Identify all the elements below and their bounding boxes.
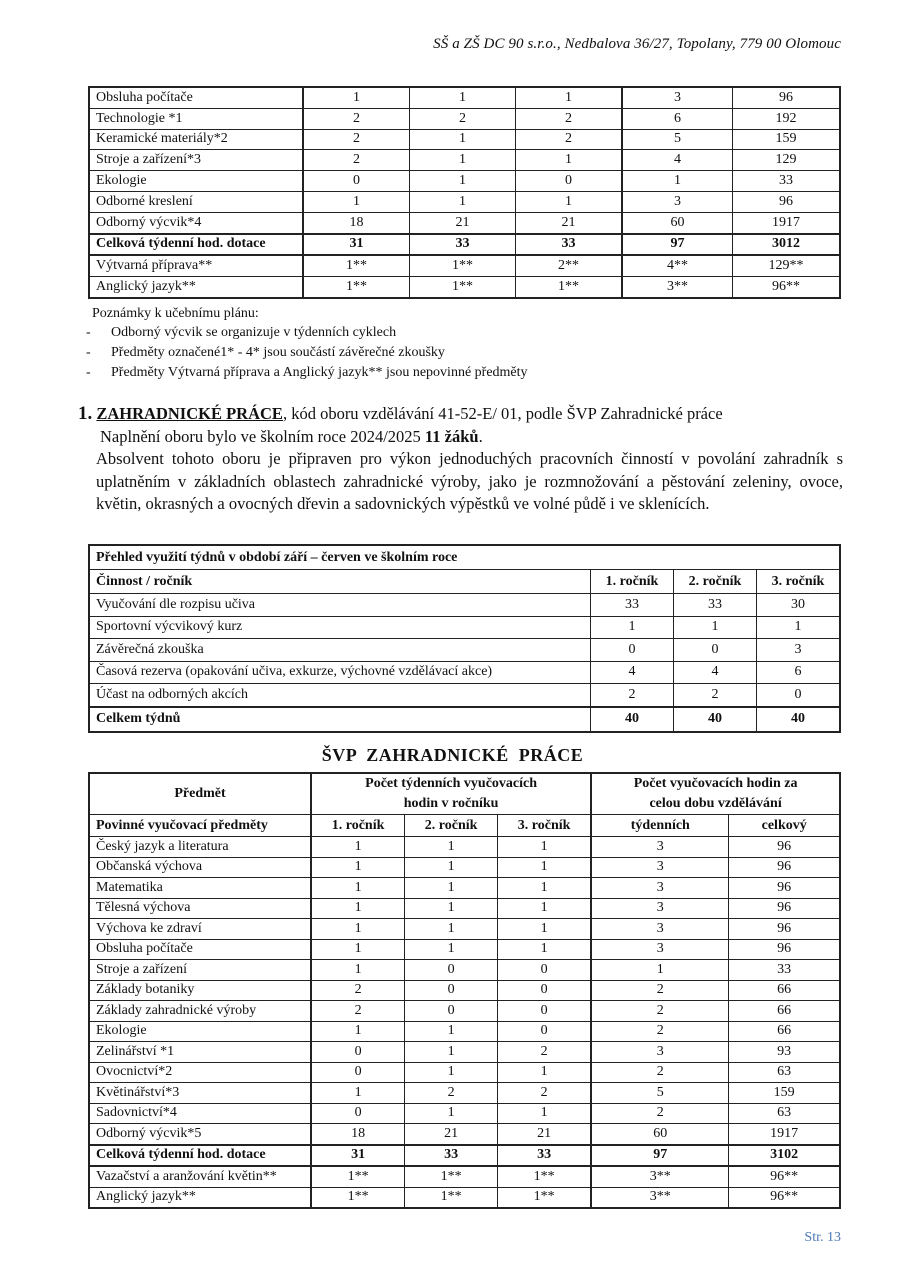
row-label: Tělesná výchova	[89, 898, 311, 919]
table-row	[89, 939, 840, 960]
row-label: Celkem týdnů	[89, 707, 591, 732]
table-row	[89, 980, 840, 1001]
cell-value: 1	[410, 171, 516, 192]
cell-value: 129	[733, 150, 841, 171]
section-name: ZAHRADNICKÉ PRÁCE	[96, 404, 283, 423]
table-row	[89, 661, 840, 684]
row-label: Ekologie	[89, 171, 303, 192]
row-label: Výtvarná příprava**	[89, 255, 303, 276]
cell-value: 2	[516, 108, 623, 129]
cell-value: 33	[410, 234, 516, 256]
cell-value: 33	[591, 594, 674, 617]
cell-value: 66	[729, 1001, 840, 1022]
cell-value: 2	[591, 684, 674, 707]
cell-value: 2	[674, 684, 757, 707]
cell-value: celkový	[729, 815, 840, 837]
cell-value: 6	[622, 108, 733, 129]
cell-value: 3	[591, 878, 729, 899]
cell-value: 1. ročník	[311, 815, 405, 837]
header-weekly-hours: Počet týdenních vyučovacích hodin v ročníku	[311, 773, 591, 815]
cell-value: 18	[303, 212, 410, 233]
table-caption: Přehled využití týdnů v období září – červen ve školním roce	[89, 545, 840, 570]
row-label: Zelinářství *1	[89, 1042, 311, 1063]
cell-value: 1**	[498, 1187, 592, 1208]
table-row	[89, 1062, 840, 1083]
cell-value: 2	[591, 980, 729, 1001]
cell-value: 1	[405, 1021, 498, 1042]
cell-value: 5	[622, 129, 733, 150]
cell-value: 1	[516, 87, 623, 108]
table-row	[89, 878, 840, 899]
cell-value: 1	[498, 898, 592, 919]
cell-value: 2	[410, 108, 516, 129]
curriculum-notes	[88, 304, 528, 383]
cell-value: 66	[729, 980, 840, 1001]
cell-value: 1	[410, 87, 516, 108]
cell-value: 1	[405, 1103, 498, 1124]
cell-value: 63	[729, 1103, 840, 1124]
cell-value: 3	[591, 939, 729, 960]
cell-value: 96**	[729, 1166, 840, 1187]
table-row	[89, 212, 840, 233]
cell-value: 3**	[591, 1187, 729, 1208]
table-row	[89, 1042, 840, 1063]
cell-value: 4	[622, 150, 733, 171]
cell-value: 1	[311, 898, 405, 919]
cell-value: 2	[498, 1083, 592, 1104]
cell-value: 30	[757, 594, 841, 617]
cell-value: 1	[303, 87, 410, 108]
cell-value: 93	[729, 1042, 840, 1063]
cell-value: 0	[311, 1042, 405, 1063]
header-row	[89, 773, 840, 815]
total-row	[89, 707, 840, 732]
table-row	[89, 129, 840, 150]
table-row	[89, 898, 840, 919]
cell-value: 1**	[410, 255, 516, 276]
table-row	[89, 639, 840, 662]
table-row	[89, 1001, 840, 1022]
cell-value: 0	[498, 960, 592, 981]
cell-value: 3	[622, 87, 733, 108]
optional-row	[89, 1187, 840, 1208]
cell-value: 96	[733, 87, 841, 108]
cell-value: 33	[516, 234, 623, 256]
cell-value: 3102	[729, 1145, 840, 1167]
cell-value: 0	[405, 960, 498, 981]
row-label: Činnost / ročník	[89, 570, 591, 594]
cell-value: 1917	[729, 1124, 840, 1145]
cell-value: 96	[733, 191, 841, 212]
row-label: Stroje a zařízení*3	[89, 150, 303, 171]
cell-value: 2	[303, 150, 410, 171]
note-item: - Předměty Výtvarná příprava a Anglický jazyk** jsou nepovinné předměty	[86, 365, 528, 380]
row-label: Časová rezerva (opakování učiva, exkurze, výchovné vzdělávací akce)	[89, 661, 591, 684]
cell-value: týdenních	[591, 815, 729, 837]
svp-title: ŠVP ZAHRADNICKÉ PRÁCE	[321, 745, 584, 765]
table-row	[89, 108, 840, 129]
cell-value: 2	[303, 129, 410, 150]
cell-value: 1	[311, 878, 405, 899]
cell-value: 1	[311, 960, 405, 981]
row-label: Anglický jazyk**	[89, 1187, 311, 1208]
cell-value: 1. ročník	[591, 570, 674, 594]
cell-value: 6	[757, 661, 841, 684]
cell-value: 40	[674, 707, 757, 732]
cell-value: 159	[733, 129, 841, 150]
row-label: Ekologie	[89, 1021, 311, 1042]
cell-value: 97	[591, 1145, 729, 1167]
table-row	[89, 1083, 840, 1104]
cell-value: 21	[410, 212, 516, 233]
row-label: Ovocnictví*2	[89, 1062, 311, 1083]
cell-value: 2. ročník	[405, 815, 498, 837]
cell-value: 3. ročník	[498, 815, 592, 837]
cell-value: 2	[591, 1103, 729, 1124]
curriculum-table-continued	[88, 86, 841, 299]
optional-row	[89, 255, 840, 276]
cell-value: 96	[729, 939, 840, 960]
cell-value: 1	[303, 191, 410, 212]
row-label: Vyučování dle rozpisu učiva	[89, 594, 591, 617]
subheader-row	[89, 815, 840, 837]
cell-value: 1	[591, 616, 674, 639]
weeks-usage-table	[88, 544, 841, 733]
cell-value: 1	[674, 616, 757, 639]
cell-value: 1	[498, 878, 592, 899]
cell-value: 1	[498, 857, 592, 878]
cell-value: 3	[591, 919, 729, 940]
header-subject: Předmět	[89, 773, 311, 815]
page-number: Str. 13	[804, 1230, 841, 1245]
cell-value: 18	[311, 1124, 405, 1145]
cell-value: 1**	[303, 255, 410, 276]
cell-value: 0	[516, 171, 623, 192]
cell-value: 1**	[516, 277, 623, 298]
table-caption-row	[89, 545, 840, 570]
row-label: Účast na odborných akcích	[89, 684, 591, 707]
cell-value: 2. ročník	[674, 570, 757, 594]
cell-value: 1	[410, 150, 516, 171]
cell-value: 33	[498, 1145, 592, 1167]
cell-value: 1	[311, 919, 405, 940]
table-row	[89, 857, 840, 878]
cell-value: 60	[591, 1124, 729, 1145]
total-row	[89, 234, 840, 256]
cell-value: 1	[516, 150, 623, 171]
row-label: Obsluha počítače	[89, 939, 311, 960]
cell-value: 3012	[733, 234, 841, 256]
student-count: 11 žáků	[424, 426, 479, 446]
table-row	[89, 1124, 840, 1145]
row-label: Povinné vyučovací předměty	[89, 815, 311, 837]
cell-value: 129**	[733, 255, 841, 276]
cell-value: 33	[405, 1145, 498, 1167]
cell-value: 3	[591, 837, 729, 858]
table-row	[89, 919, 840, 940]
cell-value: 97	[622, 234, 733, 256]
row-label: Technologie *1	[89, 108, 303, 129]
table-row	[89, 191, 840, 212]
cell-value: 0	[405, 1001, 498, 1022]
cell-value: 33	[733, 171, 841, 192]
row-label: Vazačství a aranžování květin**	[89, 1166, 311, 1187]
cell-value: 66	[729, 1021, 840, 1042]
cell-value: 1**	[311, 1187, 405, 1208]
cell-value: 1	[405, 837, 498, 858]
cell-value: 1**	[498, 1166, 592, 1187]
cell-value: 2	[303, 108, 410, 129]
cell-value: 1	[405, 1042, 498, 1063]
cell-value: 2	[311, 1001, 405, 1022]
cell-value: 1	[498, 1062, 592, 1083]
cell-value: 60	[622, 212, 733, 233]
row-label: Český jazyk a literatura	[89, 837, 311, 858]
cell-value: 0	[311, 1062, 405, 1083]
cell-value: 1	[405, 1062, 498, 1083]
cell-value: 3. ročník	[757, 570, 841, 594]
row-label: Anglický jazyk**	[89, 277, 303, 298]
section-intro: , kód oboru vzdělávání 41-52-E/ 01, podle ŠVP Zahradnické práce	[282, 404, 723, 423]
table-row	[89, 150, 840, 171]
cell-value: 1	[405, 898, 498, 919]
cell-value: 1**	[405, 1187, 498, 1208]
row-label: Výchova ke zdraví	[89, 919, 311, 940]
cell-value: 2	[405, 1083, 498, 1104]
cell-value: 1	[311, 1021, 405, 1042]
cell-value: 192	[733, 108, 841, 129]
cell-value: 3**	[591, 1166, 729, 1187]
cell-value: 1	[311, 1083, 405, 1104]
cell-value: 1	[622, 171, 733, 192]
cell-value: 1**	[311, 1166, 405, 1187]
optional-row	[89, 1166, 840, 1187]
cell-value: 0	[498, 1001, 592, 1022]
cell-value: 1	[516, 191, 623, 212]
table-row	[89, 960, 840, 981]
cell-value: 21	[516, 212, 623, 233]
cell-value: 96	[729, 898, 840, 919]
cell-value: 159	[729, 1083, 840, 1104]
cell-value: 21	[405, 1124, 498, 1145]
cell-value: 0	[311, 1103, 405, 1124]
cell-value: 63	[729, 1062, 840, 1083]
cell-value: 96	[729, 878, 840, 899]
cell-value: 33	[674, 594, 757, 617]
cell-value: 5	[591, 1083, 729, 1104]
cell-value: 0	[674, 639, 757, 662]
row-label: Základy botaniky	[89, 980, 311, 1001]
cell-value: 1	[311, 837, 405, 858]
cell-value: 3	[591, 898, 729, 919]
row-label: Základy zahradnické výroby	[89, 1001, 311, 1022]
cell-value: 0	[498, 1021, 592, 1042]
cell-value: 0	[757, 684, 841, 707]
row-label: Celková týdenní hod. dotace	[89, 1145, 311, 1167]
row-label: Závěrečná zkouška	[89, 639, 591, 662]
cell-value: 1917	[733, 212, 841, 233]
cell-value: 1**	[410, 277, 516, 298]
section-heading	[78, 403, 843, 426]
row-label: Odborný výcvik*4	[89, 212, 303, 233]
row-label: Odborné kreslení	[89, 191, 303, 212]
table-row	[89, 1021, 840, 1042]
header-total-hours: Počet vyučovacích hodin za celou dobu vzdělávání	[591, 773, 840, 815]
row-label: Matematika	[89, 878, 311, 899]
enrollment-line: Naplnění oboru bylo ve školním roce 2024/2025 11 žáků.	[100, 426, 483, 446]
cell-value: 4**	[622, 255, 733, 276]
cell-value: 96**	[729, 1187, 840, 1208]
cell-value: 0	[303, 171, 410, 192]
cell-value: 2	[591, 1021, 729, 1042]
cell-value: 2	[498, 1042, 592, 1063]
cell-value: 0	[498, 980, 592, 1001]
cell-value: 33	[729, 960, 840, 981]
page-header: SŠ a ZŠ DC 90 s.r.o., Nedbalova 36/27, Topolany, 779 00 Olomouc	[433, 36, 841, 52]
cell-value: 1	[405, 939, 498, 960]
cell-value: 96	[729, 857, 840, 878]
cell-value: 3	[622, 191, 733, 212]
table-row	[89, 171, 840, 192]
notes-title: Poznámky k učebnímu plánu:	[92, 306, 259, 321]
row-label: Občanská výchova	[89, 857, 311, 878]
table-row	[89, 594, 840, 617]
section-number: 1.	[78, 403, 93, 424]
optional-row	[89, 277, 840, 298]
cell-value: 3	[757, 639, 841, 662]
cell-value: 2	[591, 1001, 729, 1022]
cell-value: 1	[498, 939, 592, 960]
cell-value: 1	[410, 129, 516, 150]
header-row	[89, 570, 840, 594]
cell-value: 1	[591, 960, 729, 981]
cell-value: 96	[729, 837, 840, 858]
cell-value: 31	[303, 234, 410, 256]
table-row	[89, 1103, 840, 1124]
cell-value: 2**	[516, 255, 623, 276]
cell-value: 31	[311, 1145, 405, 1167]
cell-value: 40	[591, 707, 674, 732]
row-label: Sadovnictví*4	[89, 1103, 311, 1124]
total-row	[89, 1145, 840, 1167]
table-row	[89, 616, 840, 639]
cell-value: 0	[405, 980, 498, 1001]
row-label: Sportovní výcvikový kurz	[89, 616, 591, 639]
cell-value: 3	[591, 1042, 729, 1063]
cell-value: 3	[591, 857, 729, 878]
row-label: Keramické materiály*2	[89, 129, 303, 150]
cell-value: 2	[516, 129, 623, 150]
cell-value: 4	[591, 661, 674, 684]
row-label: Obsluha počítače	[89, 87, 303, 108]
section-zahradnicke-prace	[78, 403, 843, 516]
cell-value: 96	[729, 919, 840, 940]
cell-value: 1	[410, 191, 516, 212]
cell-value: 1	[405, 857, 498, 878]
cell-value: 2	[311, 980, 405, 1001]
table-row	[89, 87, 840, 108]
cell-value: 96**	[733, 277, 841, 298]
table-row	[89, 837, 840, 858]
svp-curriculum-table	[88, 772, 841, 1209]
note-item: - Předměty označené1* - 4* jsou součástí závěrečné zkoušky	[86, 345, 445, 360]
cell-value: 1	[757, 616, 841, 639]
row-label: Stroje a zařízení	[89, 960, 311, 981]
row-label: Celková týdenní hod. dotace	[89, 234, 303, 256]
cell-value: 1	[311, 939, 405, 960]
table-row	[89, 684, 840, 707]
row-label: Květinářství*3	[89, 1083, 311, 1104]
cell-value: 1**	[405, 1166, 498, 1187]
cell-value: 1	[311, 857, 405, 878]
section-description: Absolvent tohoto oboru je připraven pro výkon jednoduchých pracovních činností v povolání zahradník s uplatněním v základních oblastech zahradnické výroby, jako je rozmnožování a pěstování zeleniny, ovoce, květin, okrasných a ovocných dřevin a sadovnických výpěstků ve volné půdě i ve sklenících.	[96, 449, 843, 513]
cell-value: 1	[498, 1103, 592, 1124]
cell-value: 1	[498, 837, 592, 858]
cell-value: 40	[757, 707, 841, 732]
cell-value: 21	[498, 1124, 592, 1145]
cell-value: 4	[674, 661, 757, 684]
cell-value: 1**	[303, 277, 410, 298]
cell-value: 1	[405, 878, 498, 899]
cell-value: 2	[591, 1062, 729, 1083]
cell-value: 1	[498, 919, 592, 940]
cell-value: 3**	[622, 277, 733, 298]
note-item: - Odborný výcvik se organizuje v týdenních cyklech	[86, 325, 397, 340]
cell-value: 0	[591, 639, 674, 662]
cell-value: 1	[405, 919, 498, 940]
row-label: Odborný výcvik*5	[89, 1124, 311, 1145]
